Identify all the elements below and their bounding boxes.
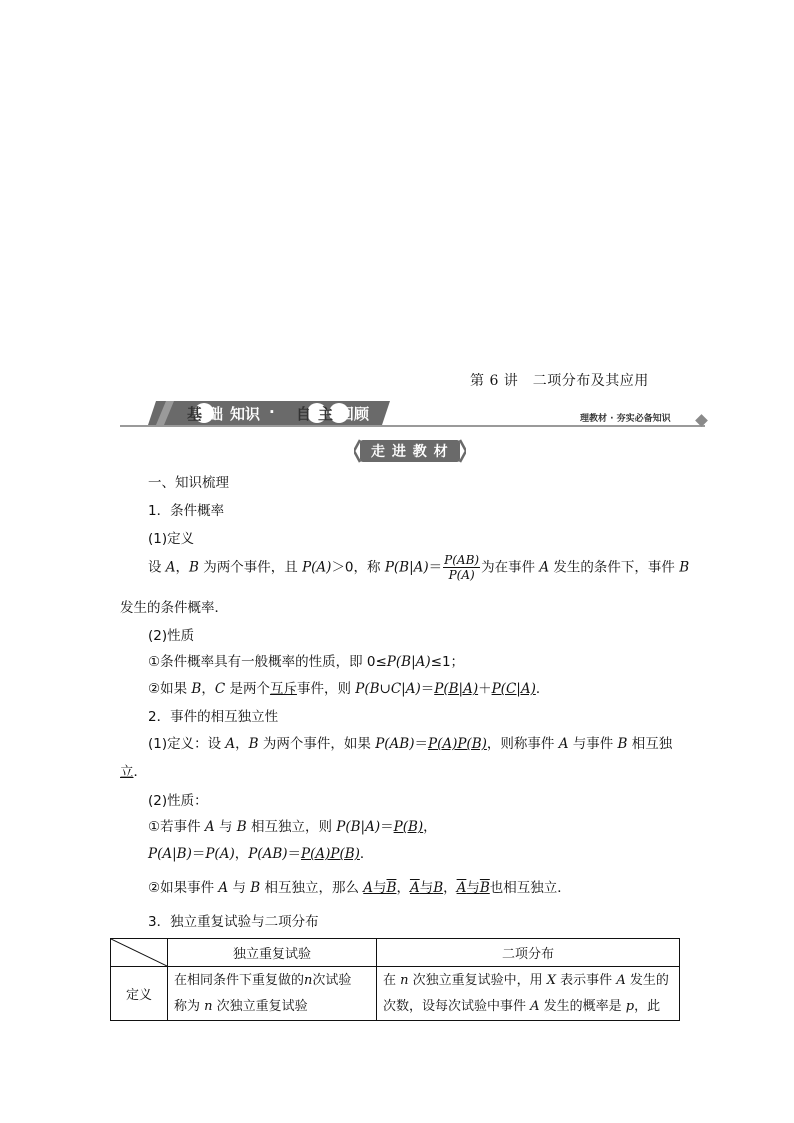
- header-rule: [120, 425, 705, 427]
- banner-char-4: 主: [318, 405, 334, 423]
- banner-word-1: 知识: [230, 405, 261, 423]
- tag-label: 走 进 教 材: [371, 444, 449, 460]
- heading-knowledge: 一、知识梳理: [148, 475, 229, 491]
- table-corner-cell: [111, 939, 168, 967]
- banner-word-2: 回顾: [339, 405, 370, 423]
- banner-right-text: 理教材 · 夯实必备知识: [580, 414, 671, 424]
- heading-independence: 2．事件的相互独立性: [148, 709, 279, 725]
- fraction: $\frac{P(AB)}{P(A)}$: [444, 553, 480, 582]
- banner-char-2: 础: [208, 405, 224, 423]
- heading-binomial: 3．独立重复试验与二项分布: [148, 914, 319, 930]
- conditional-def-cont: 发生的条件概率．: [120, 600, 228, 616]
- independence-prop-1-line2: P(A|B)＝P(A)，P(AB)＝P(A)P(B)．: [148, 846, 374, 862]
- table-row-label: 定义: [111, 967, 168, 1021]
- banner-char-3: 自: [296, 405, 312, 423]
- heading-property-1: (2)性质: [148, 628, 195, 644]
- table-header-cell: 二项分布: [377, 939, 680, 967]
- independence-prop-1: ①若事件 A 与 B 相互独立，则 P(B|A)＝P(B)，: [148, 819, 437, 835]
- diagonal-line: [111, 939, 167, 966]
- heading-conditional: 1．条件概率: [148, 503, 225, 519]
- table-cell: 在 n 次独立重复试验中，用 X 表示事件 A 发生的 次数，设每次试验中事件 A 发生的概率是 p，此: [377, 967, 680, 1021]
- conditional-def-line: 设 A，B 为两个事件，且 P(A)＞0，称 P(B|A)＝ $\frac{P(AB)}{P(A)}$ 为在事件 A 发生的条件下，事件 B: [148, 553, 690, 582]
- binomial-table: [110, 938, 680, 1021]
- heading-definition-1: (1)定义: [148, 531, 195, 547]
- banner-dot: ·: [269, 403, 275, 421]
- banner-char-1: 基: [187, 405, 203, 423]
- independence-def-line: (1)定义：设 A，B 为两个事件，如果 P(AB)＝P(A)P(B)，则称事件 A 与事件 B 相互独: [148, 736, 673, 752]
- property-2-line: ②如果 B，C 是两个互斥事件，则 P(B∪C|A)＝P(B|A)＋P(C|A)．: [148, 681, 550, 697]
- heading-property-2: (2)性质：: [148, 793, 208, 809]
- table-cell: 在相同条件下重复做的n次试验 称为 n 次独立重复试验: [168, 967, 377, 1021]
- property-1-line: ①条件概率具有一般概率的性质，即 0≤P(B|A)≤1；: [148, 654, 465, 670]
- independence-def-cont: 立．: [120, 764, 147, 780]
- lecture-title: 第 6 讲 二项分布及其应用: [470, 373, 649, 389]
- table-header-cell: 独立重复试验: [168, 939, 377, 967]
- independence-prop-2: ②如果事件 A 与 B 相互独立，那么 A与B，A与B，A与B也相互独立．: [148, 880, 571, 896]
